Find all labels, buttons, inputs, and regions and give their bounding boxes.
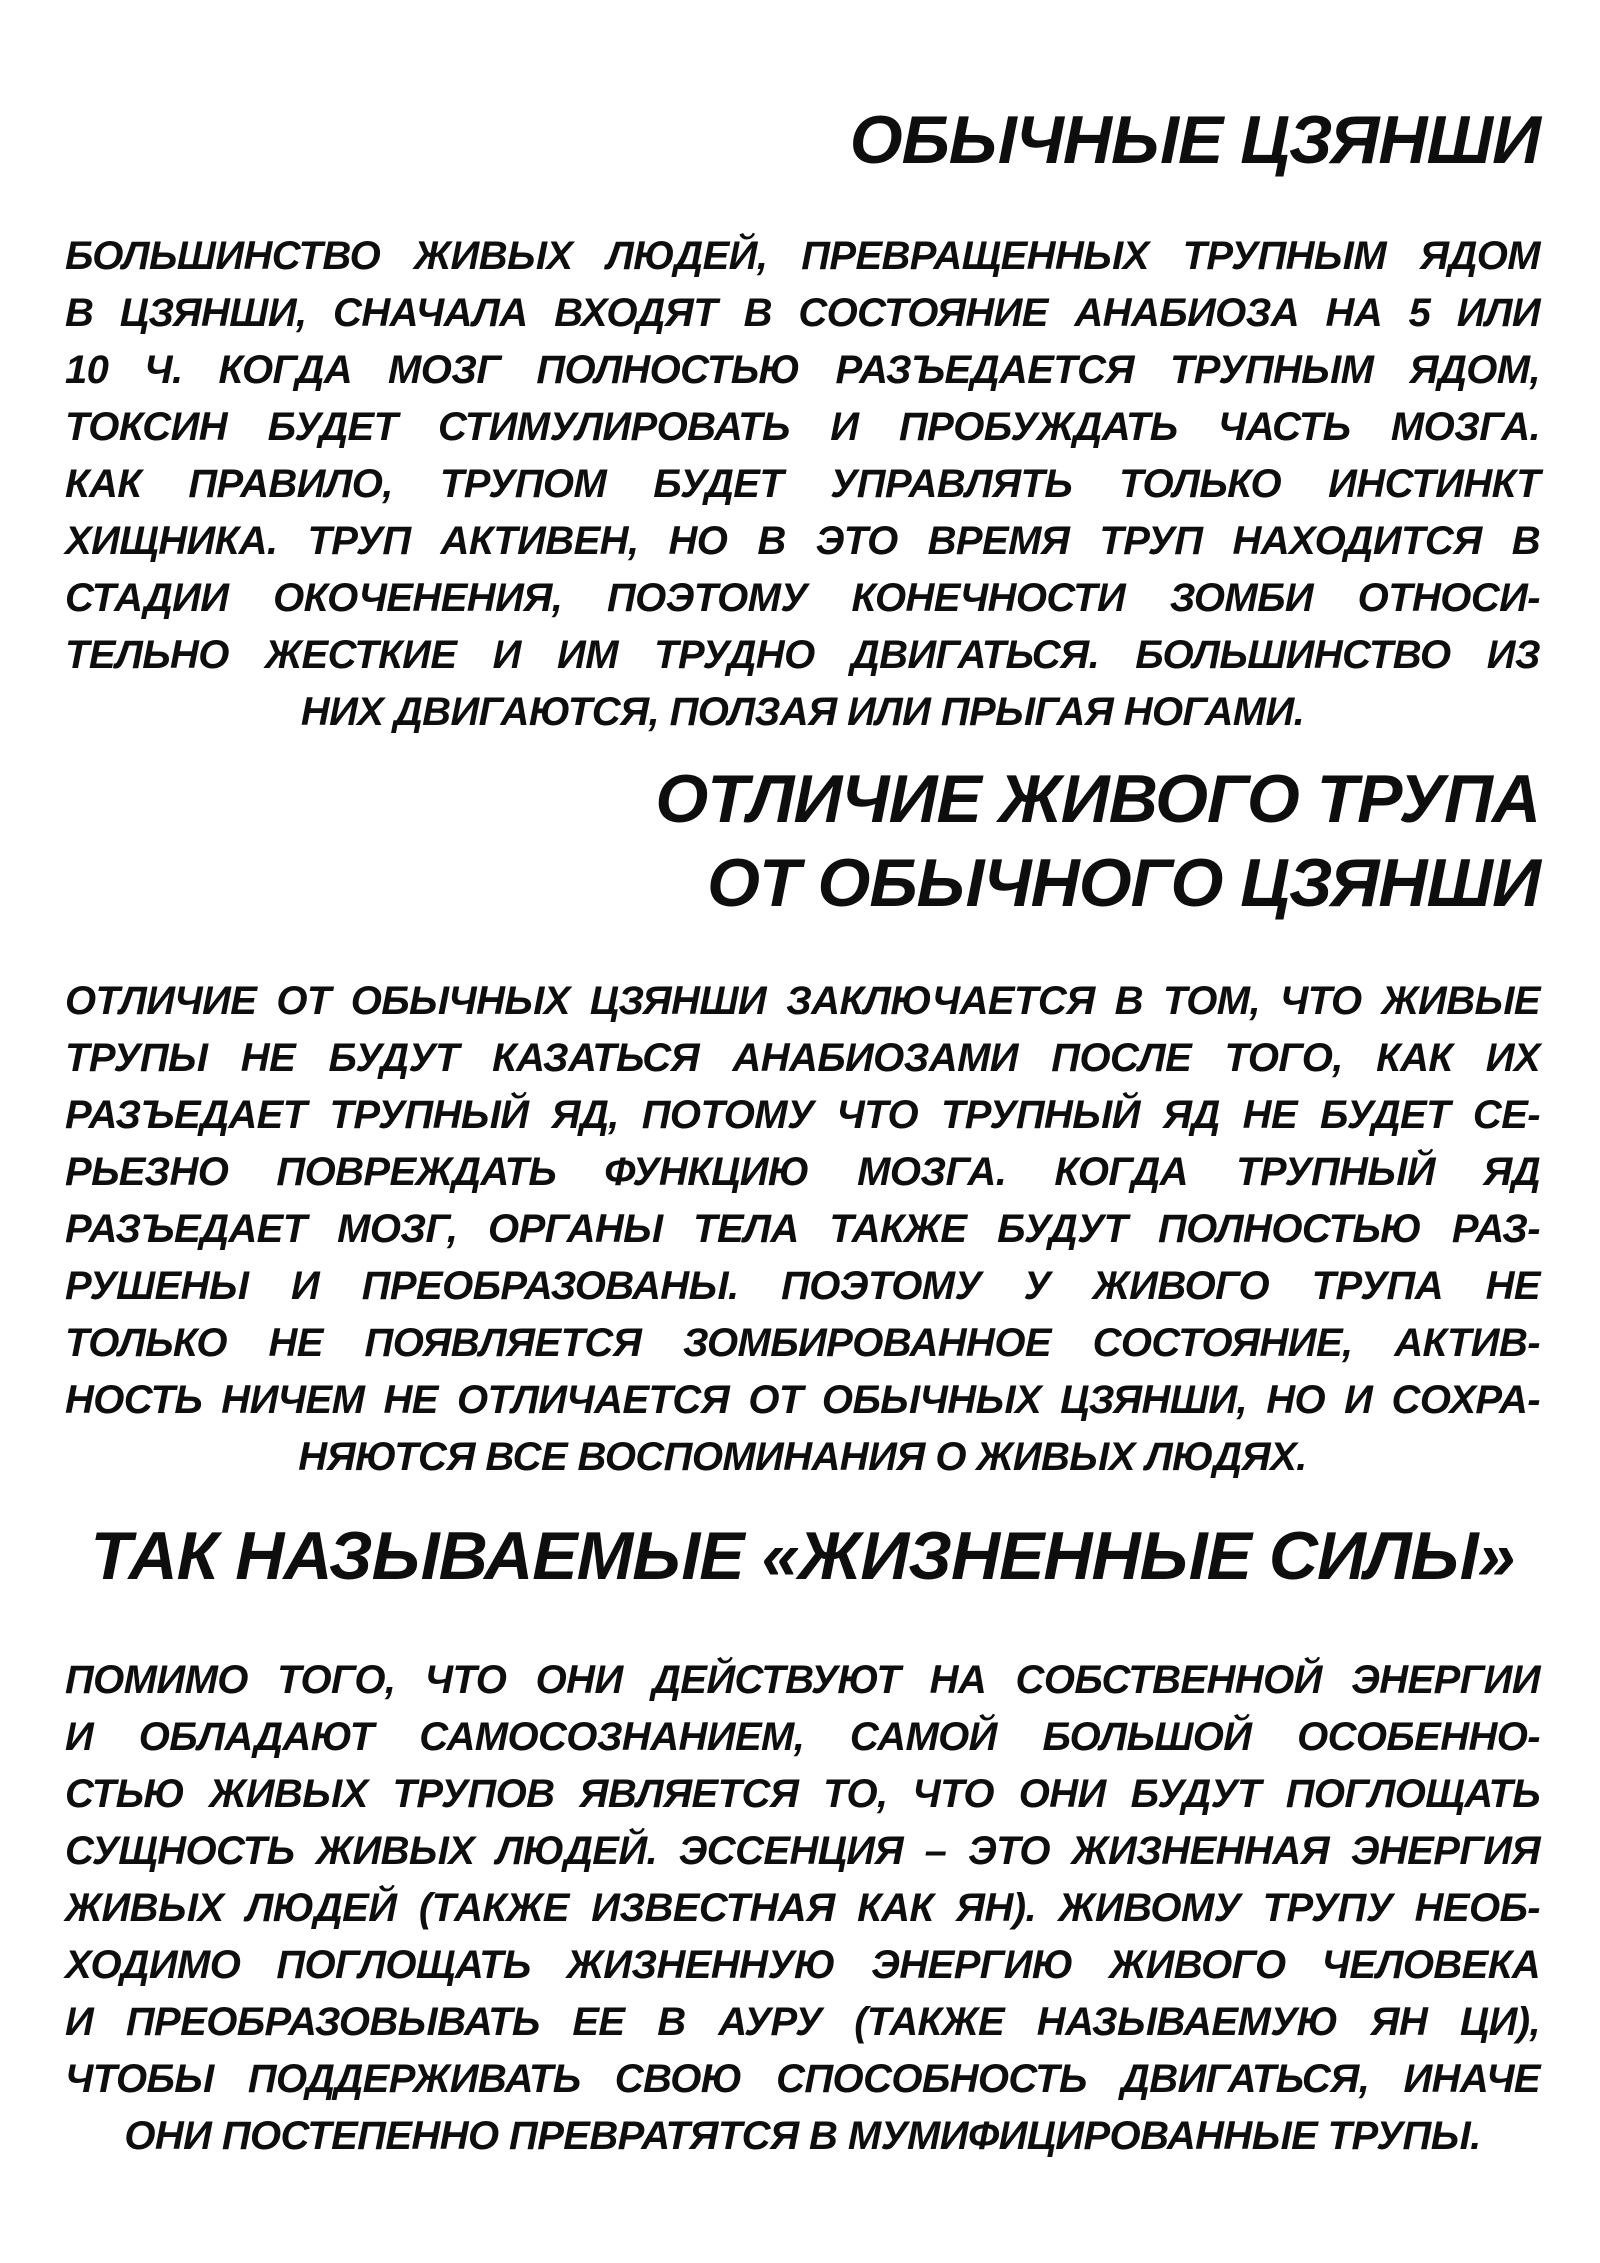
section-heading-living-corpse-difference: [65, 757, 1540, 925]
text-line: РАЗЪЕДАЕТ МОЗГ, ОРГАНЫ ТЕЛА ТАКЖЕ БУДУТ ПОЛНОСТЬЮ РАЗ-: [65, 1207, 1540, 1251]
text-line: РАЗЪЕДАЕТ ТРУПНЫЙ ЯД, ПОТОМУ ЧТО ТРУПНЫЙ ЯД НЕ БУДЕТ СЕ-: [65, 1093, 1540, 1137]
text-line: И ОБЛАДАЮТ САМОСОЗНАНИЕМ, САМОЙ БОЛЬШОЙ ОСОБЕННО-: [65, 1715, 1540, 1759]
heading-line: ОТЛИЧИЕ ЖИВОГО ТРУПА: [655, 761, 1540, 837]
text-line: РУШЕНЫ И ПРЕОБРАЗОВАНЫ. ПОЭТОМУ У ЖИВОГО ТРУПА НЕ: [65, 1264, 1540, 1308]
text-line: ТЕЛЬНО ЖЕСТКИЕ И ИМ ТРУДНО ДВИГАТЬСЯ. БОЛЬШИНСТВО ИЗ: [65, 633, 1540, 677]
text-line: РЬЕЗНО ПОВРЕЖДАТЬ ФУНКЦИЮ МОЗГА. КОГДА ТРУПНЫЙ ЯД: [65, 1150, 1540, 1194]
paragraph-ordinary-jiangshi: [65, 228, 1540, 741]
section-heading-ordinary-jiangshi: ОБЫЧНЫЕ ЦЗЯНШИ: [849, 102, 1540, 178]
section-heading-life-forces: ТАК НАЗЫВАЕМЫЕ «ЖИЗНЕННЫЕ СИЛЫ»: [90, 1518, 1515, 1594]
text-line: СТЬЮ ЖИВЫХ ТРУПОВ ЯВЛЯЕТСЯ ТО, ЧТО ОНИ БУДУТ ПОГЛОЩАТЬ: [65, 1772, 1540, 1816]
text-line: ЖИВЫХ ЛЮДЕЙ (ТАКЖЕ ИЗВЕСТНАЯ КАК ЯН). ЖИВОМУ ТРУПУ НЕОБ-: [65, 1886, 1540, 1930]
text-line: НИХ ДВИГАЮТСЯ, ПОЛЗАЯ ИЛИ ПРЫГАЯ НОГАМИ.: [300, 690, 1305, 734]
text-line: В ЦЗЯНШИ, СНАЧАЛА ВХОДЯТ В СОСТОЯНИЕ АНАБИОЗА НА 5 ИЛИ: [65, 291, 1540, 335]
heading-line: ОТ ОБЫЧНОГО ЦЗЯНШИ: [707, 845, 1540, 921]
text-line: ПОМИМО ТОГО, ЧТО ОНИ ДЕЙСТВУЮТ НА СОБСТВЕННОЙ ЭНЕРГИИ: [65, 1658, 1540, 1702]
text-line: КАК ПРАВИЛО, ТРУПОМ БУДЕТ УПРАВЛЯТЬ ТОЛЬКО ИНСТИНКТ: [65, 462, 1540, 506]
text-line: ТРУПЫ НЕ БУДУТ КАЗАТЬСЯ АНАБИОЗАМИ ПОСЛЕ ТОГО, КАК ИХ: [65, 1036, 1540, 1080]
text-line: СУЩНОСТЬ ЖИВЫХ ЛЮДЕЙ. ЭССЕНЦИЯ – ЭТО ЖИЗНЕННАЯ ЭНЕРГИЯ: [65, 1829, 1540, 1873]
text-line: ТОКСИН БУДЕТ СТИМУЛИРОВАТЬ И ПРОБУЖДАТЬ ЧАСТЬ МОЗГА.: [65, 405, 1540, 449]
text-line: 10 Ч. КОГДА МОЗГ ПОЛНОСТЬЮ РАЗЪЕДАЕТСЯ ТРУПНЫМ ЯДОМ,: [65, 348, 1540, 392]
text-line: ХОДИМО ПОГЛОЩАТЬ ЖИЗНЕННУЮ ЭНЕРГИЮ ЖИВОГО ЧЕЛОВЕКА: [65, 1943, 1540, 1987]
text-line: ОТЛИЧИЕ ОТ ОБЫЧНЫХ ЦЗЯНШИ ЗАКЛЮЧАЕТСЯ В ТОМ, ЧТО ЖИВЫЕ: [65, 979, 1540, 1023]
text-line: НОСТЬ НИЧЕМ НЕ ОТЛИЧАЕТСЯ ОТ ОБЫЧНЫХ ЦЗЯНШИ, НО И СОХРА-: [65, 1378, 1540, 1422]
text-line: НЯЮТСЯ ВСЕ ВОСПОМИНАНИЯ О ЖИВЫХ ЛЮДЯХ.: [298, 1435, 1307, 1479]
text-line: БОЛЬШИНСТВО ЖИВЫХ ЛЮДЕЙ, ПРЕВРАЩЕННЫХ ТРУПНЫМ ЯДОМ: [65, 234, 1540, 278]
text-line: ХИЩНИКА. ТРУП АКТИВЕН, НО В ЭТО ВРЕМЯ ТРУП НАХОДИТСЯ В: [65, 519, 1540, 563]
text-line: ОНИ ПОСТЕПЕННО ПРЕВРАТЯТСЯ В МУМИФИЦИРОВАННЫЕ ТРУПЫ.: [124, 2114, 1481, 2158]
paragraph-living-corpse-difference: [65, 973, 1540, 1486]
text-line: СТАДИИ ОКОЧЕНЕНИЯ, ПОЭТОМУ КОНЕЧНОСТИ ЗОМБИ ОТНОСИ-: [65, 576, 1540, 620]
text-line: ЧТОБЫ ПОДДЕРЖИВАТЬ СВОЮ СПОСОБНОСТЬ ДВИГАТЬСЯ, ИНАЧЕ: [65, 2057, 1540, 2101]
paragraph-life-forces: [65, 1652, 1540, 2165]
text-line: И ПРЕОБРАЗОВЫВАТЬ ЕЕ В АУРУ (ТАКЖЕ НАЗЫВАЕМУЮ ЯН ЦИ),: [65, 2000, 1540, 2044]
text-line: ТОЛЬКО НЕ ПОЯВЛЯЕТСЯ ЗОМБИРОВАННОЕ СОСТОЯНИЕ, АКТИВ-: [65, 1321, 1540, 1365]
